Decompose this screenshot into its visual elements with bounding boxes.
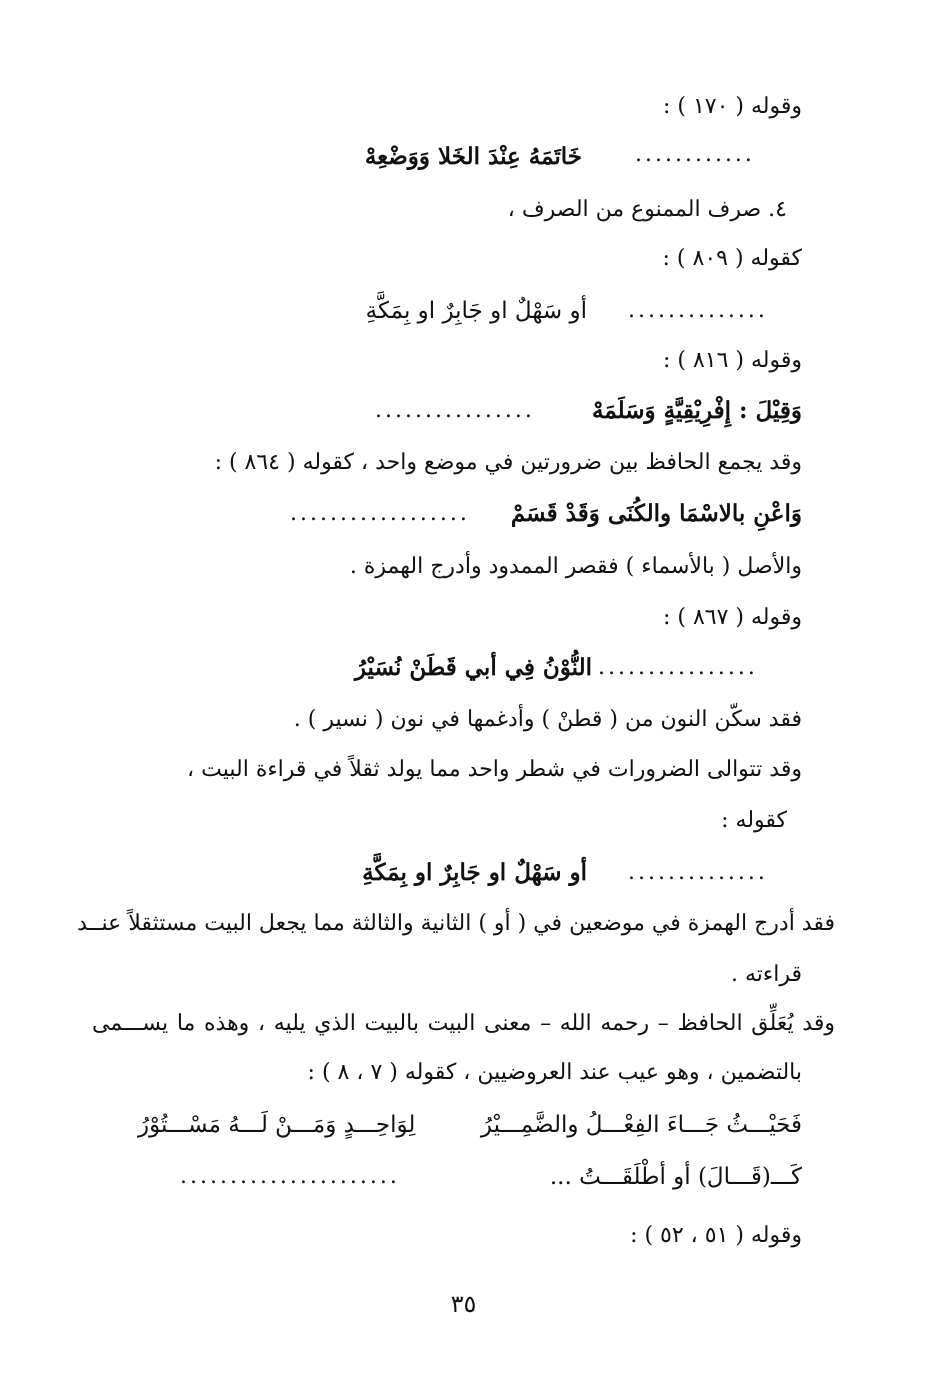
- text-line: وقد يجمع الحافظ بين ضرورتين في موضع واحد ، كقوله ( ٨٦٤ ) :: [214, 450, 802, 475]
- page-number: ٣٥: [450, 1290, 477, 1318]
- text-line: وقد تتوالى الضرورات في شطر واحد مما يولد ثقلاً في قراءة البيت ،: [187, 757, 802, 782]
- text-line: وقوله ( ١٧٠ ) :: [662, 94, 802, 119]
- text-line: وقوله ( ٨١٦ ) :: [662, 348, 802, 373]
- verse-ellipsis: ..............: [628, 298, 768, 323]
- text-line: كقوله :: [721, 808, 787, 833]
- verse-hemistich: وَاعْنِ بالاسْمَا والكُنَى وَقَدْ قَسَمْ: [510, 500, 802, 527]
- verse-hemistich: كَـــ(قَـــالَ) أو أطْلَقَـــتُ ...: [549, 1164, 802, 1190]
- text-line: ٤. صرف الممنوع من الصرف ،: [507, 197, 787, 222]
- verse-ellipsis: ..................: [290, 501, 470, 526]
- text-line: قراءته .: [730, 962, 802, 987]
- verse-hemistich: لِوَاحِـــدٍ وَمَـــنْ لَـــهُ مَسْـــتُوْرُ: [138, 1112, 416, 1138]
- verse-hemistich: أو سَهْلٌ او جَابِرٌ او بِمَكَّةِ: [362, 859, 587, 886]
- verse-ellipsis: ............: [635, 142, 755, 167]
- verse-ellipsis: ......................: [180, 1164, 400, 1189]
- text-line: فقد سكّن النون من ( قطنْ ) وأدغمها في نون ( نسير ) .: [293, 707, 802, 732]
- verse-ellipsis: ................: [598, 655, 758, 680]
- verse-hemistich: النُّوْنُ فِي أبي قَطَنْ نُسَيْرُ: [354, 654, 592, 681]
- verse-hemistich: وَقِيْلَ : إِفْرِيْقِيَّةٍ وَسَلَمَهْ: [592, 397, 802, 424]
- text-line: وقوله ( ٨٦٧ ) :: [662, 605, 802, 630]
- verse-hemistich: خَاتَمَهُ عِنْدَ الخَلا وَوَضْعِهْ: [364, 143, 582, 170]
- verse-ellipsis: ..............: [628, 860, 768, 885]
- text-line: والأصل ( بالأسماء ) فقصر الممدود وأدرج الهمزة .: [349, 554, 802, 579]
- verse-ellipsis: ................: [375, 398, 535, 423]
- text-line: كقوله ( ٨٠٩ ) :: [662, 246, 802, 271]
- text-line: وقد يُعَلِّق الحافظ – رحمه الله – معنى البيت بالبيت الذي يليه ، وهذه ما يســـمى: [92, 1011, 835, 1036]
- text-line: وقوله ( ٥١ ، ٥٢ ) :: [630, 1223, 802, 1248]
- text-line: فقد أدرج الهمزة في موضعين في ( أو ) الثانية والثالثة مما يجعل البيت مستثقلاً عنــد: [77, 911, 835, 936]
- verse-hemistich: أو سَهْلٌ او جَابِرٌ او بِمَكَّةِ: [365, 298, 587, 324]
- text-line: بالتضمين ، وهو عيب عند العروضيين ، كقوله ( ٧ ، ٨ ) :: [307, 1060, 802, 1085]
- verse-hemistich: فَحَيْـــثُ جَـــاءَ الفِعْـــلُ والضَّمِـــيْرُ: [480, 1112, 802, 1138]
